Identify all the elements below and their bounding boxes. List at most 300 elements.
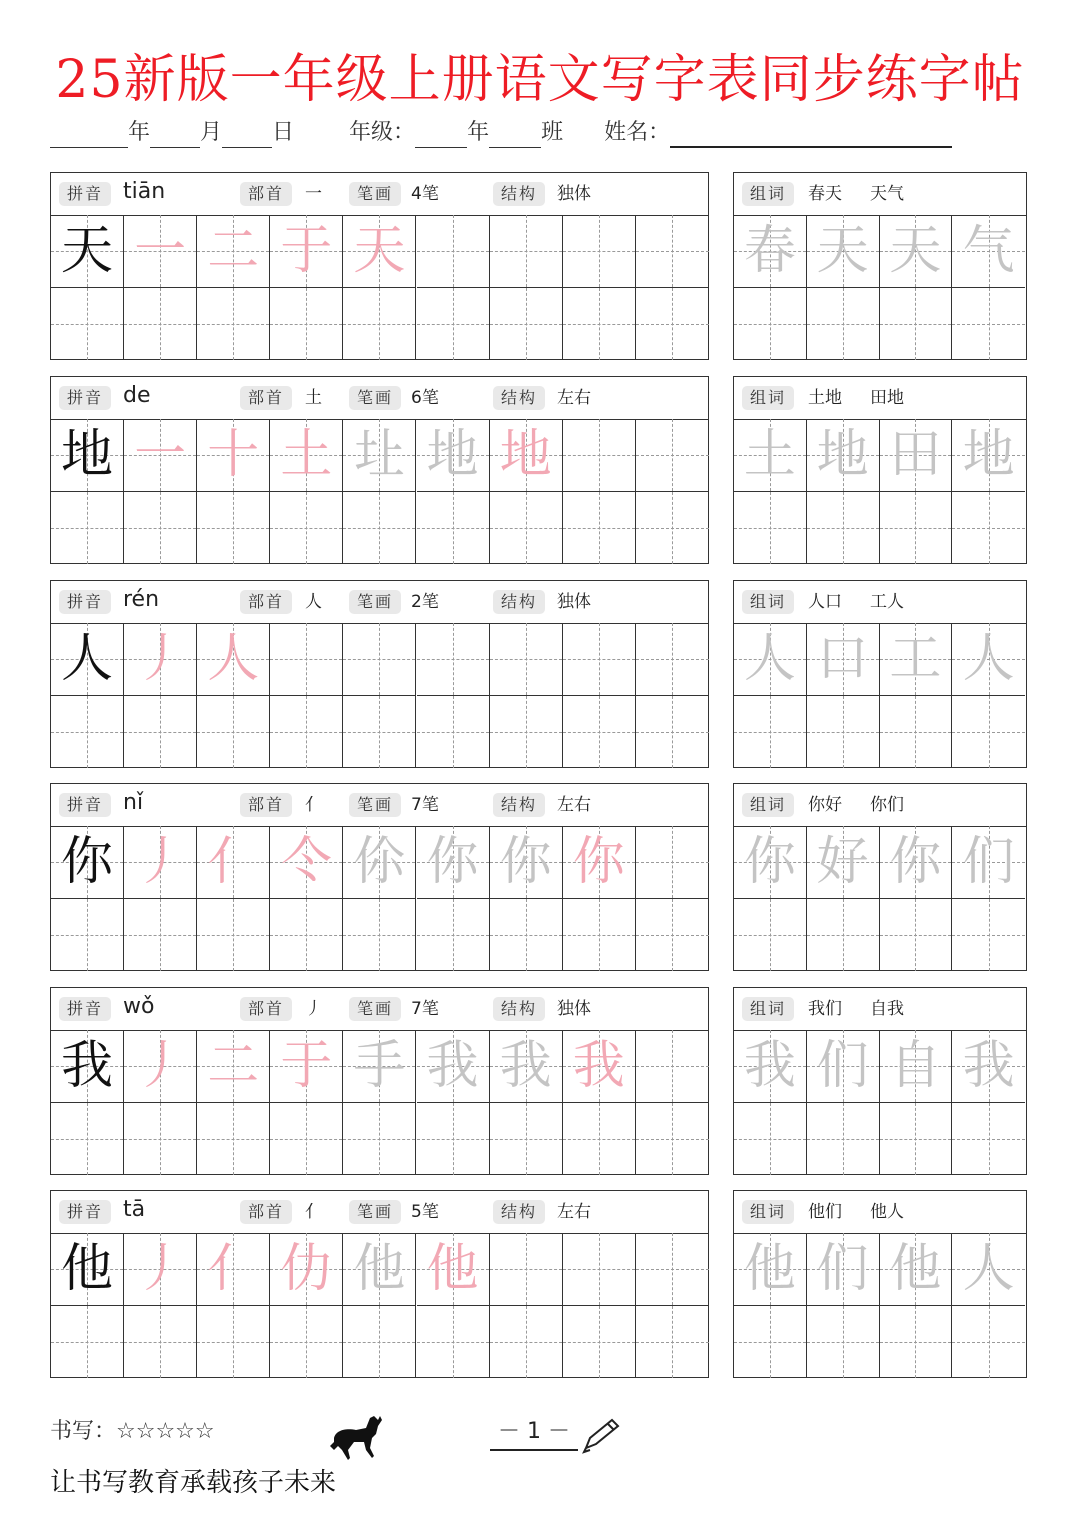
page-title: 25新版一年级上册语文写字表同步练字帖 <box>55 50 1025 110</box>
word-cell[interactable] <box>880 492 953 565</box>
writing-cell[interactable] <box>197 1233 270 1306</box>
writing-cell[interactable] <box>636 1233 709 1306</box>
writing-cell[interactable] <box>490 492 563 565</box>
word-cell[interactable] <box>807 1030 880 1103</box>
writing-cell[interactable] <box>417 215 490 288</box>
writing-cell[interactable] <box>490 696 563 769</box>
writing-grid <box>51 623 708 767</box>
stroke-step: 手 <box>353 1036 406 1096</box>
trace-character: 们 <box>816 1036 869 1096</box>
writing-cell[interactable] <box>197 623 270 696</box>
word-cell[interactable] <box>952 696 1025 769</box>
writing-cell[interactable] <box>51 419 124 492</box>
writing-cell[interactable] <box>563 1103 636 1176</box>
writing-cell[interactable] <box>563 826 636 899</box>
character-block <box>0 987 1080 1177</box>
structure-value: 独体 <box>557 184 591 204</box>
word-cell[interactable] <box>952 492 1025 565</box>
word-cell[interactable] <box>807 623 880 696</box>
writing-cell[interactable] <box>343 492 416 565</box>
name-label: 姓名： <box>604 120 671 145</box>
word-cell[interactable] <box>880 899 953 972</box>
word-cell[interactable] <box>734 1233 807 1306</box>
word-cell[interactable] <box>734 623 807 696</box>
word-cell[interactable] <box>734 696 807 769</box>
word-practice-panel <box>733 580 1027 768</box>
word-cell[interactable] <box>880 215 953 288</box>
writing-cell[interactable] <box>197 1306 270 1379</box>
writing-cell[interactable] <box>343 1233 416 1306</box>
stroke-step: 你 <box>572 832 625 892</box>
pinyin-value: wǒ <box>123 994 155 1019</box>
word-cell[interactable] <box>734 492 807 565</box>
writing-cell[interactable] <box>563 1306 636 1379</box>
word-value: 他人 <box>870 1202 904 1222</box>
stroke-step: 于 <box>280 221 333 281</box>
writing-cell[interactable] <box>563 492 636 565</box>
writing-cell[interactable] <box>563 623 636 696</box>
writing-cell[interactable] <box>124 1030 197 1103</box>
writing-cell[interactable] <box>343 419 416 492</box>
writing-cell[interactable] <box>124 1103 197 1176</box>
stroke-step: 我 <box>426 1036 479 1096</box>
stroke-step: 亻 <box>207 832 260 892</box>
word-cell[interactable] <box>880 419 953 492</box>
word-cell[interactable] <box>734 1306 807 1379</box>
writing-cell[interactable] <box>197 696 270 769</box>
writing-cell[interactable] <box>417 419 490 492</box>
word-cell[interactable] <box>952 288 1025 361</box>
word-cell[interactable] <box>807 899 880 972</box>
writing-cell[interactable] <box>124 288 197 361</box>
character-info-header <box>51 784 708 827</box>
writing-cell[interactable] <box>343 826 416 899</box>
strokes-value: 7笔 <box>411 999 439 1019</box>
word-header <box>734 377 1026 420</box>
stroke-step: 天 <box>353 221 406 281</box>
writing-cell[interactable] <box>270 623 343 696</box>
writing-cell[interactable] <box>197 826 270 899</box>
word-cell[interactable] <box>807 288 880 361</box>
writing-cell[interactable] <box>51 1103 124 1176</box>
writing-cell[interactable] <box>636 419 709 492</box>
radical-value: 一 <box>305 184 322 204</box>
stroke-step: 一 <box>134 221 187 281</box>
word-cell[interactable] <box>952 1103 1025 1176</box>
strokes-tag: 笔画 <box>349 590 401 614</box>
writing-cell[interactable] <box>124 215 197 288</box>
stroke-step: 一 <box>134 425 187 485</box>
writing-cell[interactable] <box>124 826 197 899</box>
radical-tag: 部首 <box>240 386 292 410</box>
stroke-step: 丿 <box>134 1239 187 1299</box>
word-cell[interactable] <box>880 1103 953 1176</box>
word-cell[interactable] <box>734 288 807 361</box>
writing-cell[interactable] <box>51 1030 124 1103</box>
writing-cell[interactable] <box>563 899 636 972</box>
strokes-tag: 笔画 <box>349 793 401 817</box>
trace-character: 土 <box>743 425 796 485</box>
writing-cell[interactable] <box>197 288 270 361</box>
word-cell[interactable] <box>952 1233 1025 1306</box>
writing-cell[interactable] <box>490 899 563 972</box>
writing-cell[interactable] <box>636 899 709 972</box>
word-header <box>734 784 1026 827</box>
grade-year-label: 年 <box>467 120 490 145</box>
structure-value: 独体 <box>557 592 591 612</box>
word-cell[interactable] <box>734 1030 807 1103</box>
pinyin-tag: 拼音 <box>59 182 111 206</box>
writing-cell[interactable] <box>636 1103 709 1176</box>
word-value: 你好 <box>808 795 842 815</box>
pinyin-value: tiān <box>123 179 166 204</box>
character-practice-panel <box>50 1190 709 1378</box>
writing-cell[interactable] <box>417 492 490 565</box>
structure-value: 左右 <box>557 388 591 408</box>
model-character: 我 <box>61 1036 114 1096</box>
word-grid <box>734 826 1026 970</box>
word-cell[interactable] <box>880 1233 953 1306</box>
writing-cell[interactable] <box>417 696 490 769</box>
trace-character: 人 <box>962 1239 1015 1299</box>
writing-cell[interactable] <box>270 1030 343 1103</box>
writing-cell[interactable] <box>270 826 343 899</box>
words-tag: 组词 <box>742 1200 794 1224</box>
writing-cell[interactable] <box>417 899 490 972</box>
writing-cell[interactable] <box>270 288 343 361</box>
stroke-step: 仂 <box>280 1239 333 1299</box>
writing-grid <box>51 215 708 359</box>
word-cell[interactable] <box>807 492 880 565</box>
structure-tag: 结构 <box>493 997 545 1021</box>
stroke-step: 土 <box>280 425 333 485</box>
word-cell[interactable] <box>807 826 880 899</box>
word-practice-panel <box>733 172 1027 360</box>
page-number: － 1 － <box>490 1414 578 1451</box>
stroke-step: 十 <box>207 425 260 485</box>
writing-cell[interactable] <box>51 1306 124 1379</box>
name-blank[interactable] <box>670 118 952 148</box>
writing-grid <box>51 826 708 970</box>
writing-cell[interactable] <box>636 623 709 696</box>
writing-cell[interactable] <box>124 1306 197 1379</box>
radical-tag: 部首 <box>240 997 292 1021</box>
writing-cell[interactable] <box>563 215 636 288</box>
writing-cell[interactable] <box>51 492 124 565</box>
radical-value: 丿 <box>305 999 322 1019</box>
writing-cell[interactable] <box>124 623 197 696</box>
month-label: 月 <box>200 120 223 145</box>
word-practice-panel <box>733 1190 1027 1378</box>
writing-cell[interactable] <box>197 215 270 288</box>
word-practice-panel <box>733 783 1027 971</box>
words-tag: 组词 <box>742 793 794 817</box>
word-practice-panel <box>733 376 1027 564</box>
word-cell[interactable] <box>952 899 1025 972</box>
character-info-header <box>51 1191 708 1234</box>
radical-value: 人 <box>305 592 322 612</box>
writing-cell[interactable] <box>51 696 124 769</box>
trace-character: 们 <box>816 1239 869 1299</box>
word-cell[interactable] <box>952 1306 1025 1379</box>
grade-class-blank[interactable] <box>489 119 541 148</box>
character-practice-panel <box>50 580 709 768</box>
stroke-step: 人 <box>207 629 260 689</box>
word-cell[interactable] <box>734 826 807 899</box>
word-cell[interactable] <box>952 215 1025 288</box>
word-cell[interactable] <box>807 1233 880 1306</box>
writing-grid <box>51 419 708 563</box>
stroke-step: 丿 <box>134 1036 187 1096</box>
writing-cell[interactable] <box>490 623 563 696</box>
writing-cell[interactable] <box>417 1233 490 1306</box>
writing-cell[interactable] <box>270 215 343 288</box>
word-cell[interactable] <box>880 826 953 899</box>
word-cell[interactable] <box>807 215 880 288</box>
writing-cell[interactable] <box>51 288 124 361</box>
character-practice-panel <box>50 783 709 971</box>
stroke-step: 我 <box>572 1036 625 1096</box>
trace-character: 天 <box>816 221 869 281</box>
writing-cell[interactable] <box>636 215 709 288</box>
writing-cell[interactable] <box>124 419 197 492</box>
trace-character: 他 <box>889 1239 942 1299</box>
strokes-tag: 笔画 <box>349 182 401 206</box>
words-tag: 组词 <box>742 182 794 206</box>
writing-cell[interactable] <box>636 696 709 769</box>
writing-cell[interactable] <box>343 288 416 361</box>
pen-icon <box>580 1416 622 1454</box>
trace-character: 好 <box>816 832 869 892</box>
writing-cell[interactable] <box>51 215 124 288</box>
writing-cell[interactable] <box>197 899 270 972</box>
stroke-step: 丿 <box>134 832 187 892</box>
writing-cell[interactable] <box>197 492 270 565</box>
month-blank[interactable] <box>150 119 200 148</box>
word-cell[interactable] <box>880 696 953 769</box>
writing-cell[interactable] <box>197 419 270 492</box>
radical-tag: 部首 <box>240 1200 292 1224</box>
word-cell[interactable] <box>807 1103 880 1176</box>
strokes-tag: 笔画 <box>349 386 401 410</box>
writing-cell[interactable] <box>343 1306 416 1379</box>
writing-cell[interactable] <box>563 1233 636 1306</box>
writing-cell[interactable] <box>270 1306 343 1379</box>
character-info-header <box>51 377 708 420</box>
word-cell[interactable] <box>880 1030 953 1103</box>
character-info-header <box>51 581 708 624</box>
writing-cell[interactable] <box>197 1030 270 1103</box>
writing-cell[interactable] <box>490 826 563 899</box>
writing-cell[interactable] <box>270 492 343 565</box>
radical-value: 亻 <box>305 1202 322 1222</box>
radical-value: 土 <box>305 388 322 408</box>
writing-cell[interactable] <box>124 492 197 565</box>
writing-cell[interactable] <box>563 288 636 361</box>
grade-label: 年级： <box>349 120 416 145</box>
word-value: 你们 <box>870 795 904 815</box>
writing-cell[interactable] <box>343 899 416 972</box>
character-practice-panel <box>50 987 709 1175</box>
word-value: 他们 <box>808 1202 842 1222</box>
writing-cell[interactable] <box>51 899 124 972</box>
writing-cell[interactable] <box>636 1030 709 1103</box>
writing-cell[interactable] <box>636 1306 709 1379</box>
words-tag: 组词 <box>742 386 794 410</box>
writing-cell[interactable] <box>490 1306 563 1379</box>
trace-character: 我 <box>962 1036 1015 1096</box>
word-value: 工人 <box>870 592 904 612</box>
slogan: 让书写教育承载孩子未来 <box>50 1468 337 1498</box>
trace-character: 他 <box>743 1239 796 1299</box>
writing-cell[interactable] <box>417 288 490 361</box>
model-character: 地 <box>61 425 114 485</box>
writing-cell[interactable] <box>124 899 197 972</box>
word-value: 我们 <box>808 999 842 1019</box>
writing-cell[interactable] <box>636 288 709 361</box>
writing-cell[interactable] <box>270 419 343 492</box>
writing-cell[interactable] <box>490 215 563 288</box>
character-practice-panel <box>50 172 709 360</box>
writing-cell[interactable] <box>343 215 416 288</box>
word-grid <box>734 1030 1026 1174</box>
pinyin-tag: 拼音 <box>59 590 111 614</box>
word-header <box>734 988 1026 1031</box>
writing-cell[interactable] <box>343 1103 416 1176</box>
strokes-value: 2笔 <box>411 592 439 612</box>
character-info-header <box>51 173 708 216</box>
structure-tag: 结构 <box>493 590 545 614</box>
stroke-step: 他 <box>426 1239 479 1299</box>
grade-year-blank[interactable] <box>415 119 467 148</box>
character-block <box>0 783 1080 973</box>
trace-character: 春 <box>743 221 796 281</box>
character-block <box>0 580 1080 770</box>
word-value: 自我 <box>870 999 904 1019</box>
writing-cell[interactable] <box>417 1103 490 1176</box>
writing-cell[interactable] <box>417 1030 490 1103</box>
writing-cell[interactable] <box>417 623 490 696</box>
strokes-value: 7笔 <box>411 795 439 815</box>
writing-cell[interactable] <box>343 1030 416 1103</box>
word-header <box>734 173 1026 216</box>
pinyin-value: tā <box>123 1197 146 1222</box>
trace-character: 地 <box>816 425 869 485</box>
words-tag: 组词 <box>742 590 794 614</box>
writing-cell[interactable] <box>51 623 124 696</box>
writing-cell[interactable] <box>270 899 343 972</box>
word-cell[interactable] <box>734 419 807 492</box>
model-character: 他 <box>61 1239 114 1299</box>
word-cell[interactable] <box>880 1306 953 1379</box>
trace-character: 人 <box>743 629 796 689</box>
stroke-step: 圵 <box>353 425 406 485</box>
word-cell[interactable] <box>734 215 807 288</box>
word-value: 田地 <box>870 388 904 408</box>
writing-cell[interactable] <box>636 826 709 899</box>
trace-character: 气 <box>962 221 1015 281</box>
writing-cell[interactable] <box>490 288 563 361</box>
word-value: 天气 <box>870 184 904 204</box>
stroke-step: 伱 <box>353 832 406 892</box>
stroke-step: 仒 <box>280 832 333 892</box>
writing-cell[interactable] <box>343 696 416 769</box>
trace-character: 地 <box>962 425 1015 485</box>
stroke-step: 于 <box>280 1036 333 1096</box>
model-character: 人 <box>61 629 114 689</box>
horse-icon <box>326 1410 386 1466</box>
word-cell[interactable] <box>952 1030 1025 1103</box>
writing-cell[interactable] <box>270 696 343 769</box>
strokes-value: 5笔 <box>411 1202 439 1222</box>
writing-cell[interactable] <box>124 696 197 769</box>
writing-grid <box>51 1233 708 1377</box>
stroke-step: 地 <box>499 425 552 485</box>
word-cell[interactable] <box>734 899 807 972</box>
writing-cell[interactable] <box>124 1233 197 1306</box>
word-cell[interactable] <box>952 826 1025 899</box>
pinyin-tag: 拼音 <box>59 793 111 817</box>
stroke-step: 你 <box>499 832 552 892</box>
year-blank[interactable] <box>50 119 128 148</box>
pinyin-tag: 拼音 <box>59 997 111 1021</box>
stroke-step: 你 <box>426 832 479 892</box>
writing-cell[interactable] <box>490 419 563 492</box>
word-cell[interactable] <box>807 696 880 769</box>
writing-cell[interactable] <box>490 1030 563 1103</box>
grade-class-label: 班 <box>541 120 564 145</box>
writing-cell[interactable] <box>197 1103 270 1176</box>
model-character: 你 <box>61 832 114 892</box>
word-cell[interactable] <box>880 623 953 696</box>
strokes-tag: 笔画 <box>349 1200 401 1224</box>
writing-cell[interactable] <box>51 1233 124 1306</box>
radical-tag: 部首 <box>240 590 292 614</box>
structure-tag: 结构 <box>493 182 545 206</box>
writing-cell[interactable] <box>490 1233 563 1306</box>
writing-cell[interactable] <box>270 1103 343 1176</box>
writing-cell[interactable] <box>490 1103 563 1176</box>
word-cell[interactable] <box>952 623 1025 696</box>
trace-character: 我 <box>743 1036 796 1096</box>
word-value: 土地 <box>808 388 842 408</box>
structure-value: 左右 <box>557 795 591 815</box>
words-tag: 组词 <box>742 997 794 1021</box>
day-blank[interactable] <box>222 119 272 148</box>
stroke-step: 地 <box>426 425 479 485</box>
word-cell[interactable] <box>734 1103 807 1176</box>
stroke-step: 亻 <box>207 1239 260 1299</box>
structure-tag: 结构 <box>493 386 545 410</box>
structure-tag: 结构 <box>493 793 545 817</box>
writing-cell[interactable] <box>563 1030 636 1103</box>
writing-cell[interactable] <box>343 623 416 696</box>
word-cell[interactable] <box>952 419 1025 492</box>
writing-cell[interactable] <box>563 419 636 492</box>
word-cell[interactable] <box>807 419 880 492</box>
writing-cell[interactable] <box>563 696 636 769</box>
writing-cell[interactable] <box>51 826 124 899</box>
trace-character: 你 <box>743 832 796 892</box>
writing-cell[interactable] <box>636 492 709 565</box>
writing-cell[interactable] <box>417 1306 490 1379</box>
character-block <box>0 376 1080 566</box>
writing-cell[interactable] <box>270 1233 343 1306</box>
word-cell[interactable] <box>807 1306 880 1379</box>
writing-cell[interactable] <box>417 826 490 899</box>
word-cell[interactable] <box>880 288 953 361</box>
structure-value: 独体 <box>557 999 591 1019</box>
